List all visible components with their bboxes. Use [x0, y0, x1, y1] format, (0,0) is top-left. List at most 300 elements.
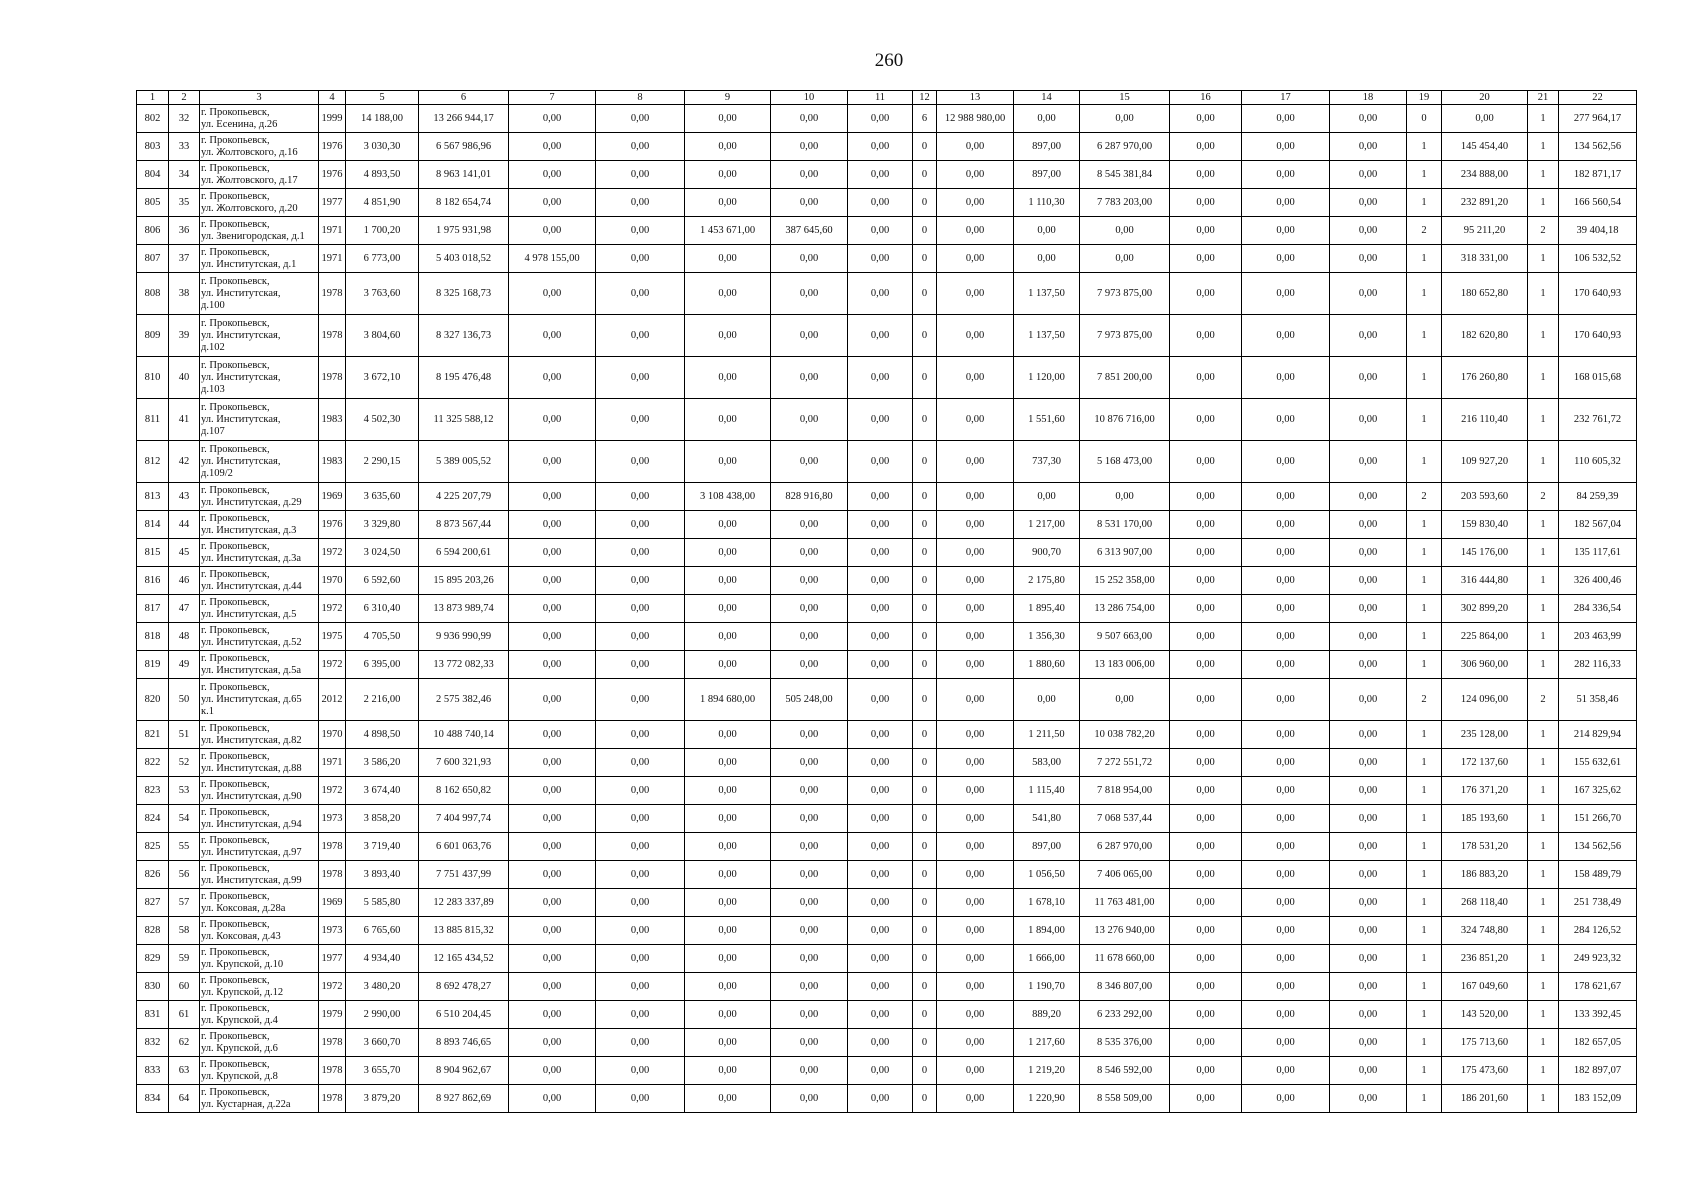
table-cell: 232 891,20	[1442, 189, 1528, 217]
table-cell: 0,00	[509, 217, 596, 245]
table-cell: 166 560,54	[1559, 189, 1637, 217]
table-cell: 4 893,50	[346, 161, 419, 189]
table-cell: 889,20	[1014, 1001, 1080, 1029]
table-cell: 0	[913, 315, 937, 357]
table-cell: 0,00	[596, 511, 685, 539]
table-cell: 1	[1528, 889, 1559, 917]
table-cell: 0,00	[1330, 945, 1407, 973]
table-cell: 0,00	[509, 749, 596, 777]
table-cell: 51 358,46	[1559, 679, 1637, 721]
table-cell: 0,00	[848, 973, 913, 1001]
table-row	[137, 357, 1637, 399]
table-cell: 0,00	[771, 567, 848, 595]
table-cell: 387 645,60	[771, 217, 848, 245]
table-cell: 0,00	[1242, 441, 1330, 483]
table-cell: 0,00	[1170, 1085, 1242, 1113]
table-cell: 63	[169, 1057, 200, 1085]
table-cell: 5 585,80	[346, 889, 419, 917]
table-cell: 8 535 376,00	[1080, 1029, 1170, 1057]
table-cell: 0,00	[771, 399, 848, 441]
table-cell: 0	[913, 623, 937, 651]
table-cell: 831	[137, 1001, 169, 1029]
table-cell: 0,00	[685, 1085, 771, 1113]
table-cell: 6	[913, 105, 937, 133]
table-cell: 0,00	[848, 861, 913, 889]
table-cell: 5 389 005,52	[419, 441, 509, 483]
table-cell: 0,00	[848, 189, 913, 217]
table-cell: 0,00	[509, 511, 596, 539]
table-cell: 0,00	[596, 945, 685, 973]
table-cell: 0,00	[771, 315, 848, 357]
table-cell: 268 118,40	[1442, 889, 1528, 917]
column-header: 1	[137, 91, 169, 105]
table-cell: 0,00	[509, 833, 596, 861]
table-cell: 0,00	[937, 161, 1014, 189]
table-cell: 284 336,54	[1559, 595, 1637, 623]
table-cell: 0,00	[771, 1057, 848, 1085]
table-cell: 811	[137, 399, 169, 441]
address-cell: г. Прокопьевск, ул. Институтская, д.109/2	[200, 441, 319, 483]
address-cell: г. Прокопьевск, ул. Крупской, д.4	[200, 1001, 319, 1029]
table-cell: 1	[1528, 539, 1559, 567]
table-cell: 0,00	[685, 651, 771, 679]
table-row	[137, 315, 1637, 357]
address-cell: г. Прокопьевск, ул. Коксовая, д.43	[200, 917, 319, 945]
table-cell: 0,00	[771, 861, 848, 889]
table-cell: 95 211,20	[1442, 217, 1528, 245]
table-cell: 0,00	[1170, 189, 1242, 217]
column-header: 15	[1080, 91, 1170, 105]
table-cell: 0,00	[1330, 805, 1407, 833]
address-cell: г. Прокопьевск, ул. Институтская, д.65 к.1	[200, 679, 319, 721]
table-cell: 0,00	[771, 133, 848, 161]
table-cell: 0,00	[685, 595, 771, 623]
table-cell: 7 851 200,00	[1080, 357, 1170, 399]
table-cell: 0,00	[1330, 623, 1407, 651]
table-cell: 1969	[319, 483, 346, 511]
table-cell: 8 692 478,27	[419, 973, 509, 1001]
table-cell: 0,00	[685, 245, 771, 273]
table-cell: 0,00	[937, 189, 1014, 217]
table-cell: 8 873 567,44	[419, 511, 509, 539]
table-cell: 1 115,40	[1014, 777, 1080, 805]
table-cell: 170 640,93	[1559, 273, 1637, 315]
table-cell: 0,00	[1014, 217, 1080, 245]
address-cell: г. Прокопьевск, ул. Институтская, д.102	[200, 315, 319, 357]
table-cell: 0,00	[509, 917, 596, 945]
address-cell: г. Прокопьевск, ул. Институтская, д.82	[200, 721, 319, 749]
table-cell: 4 705,50	[346, 623, 419, 651]
table-cell: 13 885 815,32	[419, 917, 509, 945]
table-cell: 897,00	[1014, 161, 1080, 189]
table-row	[137, 483, 1637, 511]
table-cell: 1 220,90	[1014, 1085, 1080, 1113]
table-cell: 806	[137, 217, 169, 245]
table-cell: 7 783 203,00	[1080, 189, 1170, 217]
table-cell: 0,00	[937, 889, 1014, 917]
table-cell: 0,00	[1330, 749, 1407, 777]
table-cell: 0,00	[1170, 861, 1242, 889]
table-cell: 216 110,40	[1442, 399, 1528, 441]
table-cell: 3 858,20	[346, 805, 419, 833]
table-cell: 0,00	[596, 861, 685, 889]
table-cell: 0,00	[937, 1057, 1014, 1085]
table-cell: 0,00	[509, 539, 596, 567]
table-cell: 0,00	[596, 273, 685, 315]
table-row	[137, 945, 1637, 973]
table-cell: 0,00	[1330, 483, 1407, 511]
table-cell: 3 893,40	[346, 861, 419, 889]
table-cell: 1	[1528, 315, 1559, 357]
table-row	[137, 567, 1637, 595]
table-cell: 1 894,00	[1014, 917, 1080, 945]
column-header: 10	[771, 91, 848, 105]
table-cell: 0,00	[596, 973, 685, 1001]
table-cell: 1972	[319, 651, 346, 679]
table-cell: 737,30	[1014, 441, 1080, 483]
table-cell: 825	[137, 833, 169, 861]
table-cell: 0,00	[685, 917, 771, 945]
table-cell: 37	[169, 245, 200, 273]
table-cell: 0,00	[1330, 721, 1407, 749]
table-cell: 0,00	[1170, 973, 1242, 1001]
table-cell: 0,00	[685, 889, 771, 917]
table-cell: 178 531,20	[1442, 833, 1528, 861]
table-cell: 0,00	[1242, 833, 1330, 861]
table-cell: 186 883,20	[1442, 861, 1528, 889]
table-cell: 0	[913, 245, 937, 273]
table-cell: 0,00	[685, 315, 771, 357]
table-cell: 0,00	[596, 189, 685, 217]
table-row	[137, 833, 1637, 861]
table-cell: 35	[169, 189, 200, 217]
table-cell: 0,00	[596, 133, 685, 161]
table-cell: 0,00	[1170, 161, 1242, 189]
table-row	[137, 749, 1637, 777]
table-cell: 4 934,40	[346, 945, 419, 973]
table-cell: 1978	[319, 861, 346, 889]
table-cell: 1	[1528, 595, 1559, 623]
table-cell: 13 873 989,74	[419, 595, 509, 623]
table-cell: 823	[137, 777, 169, 805]
table-cell: 0,00	[771, 539, 848, 567]
table-cell: 0,00	[1330, 133, 1407, 161]
table-cell: 0,00	[1330, 161, 1407, 189]
table-cell: 0,00	[848, 511, 913, 539]
address-cell: г. Прокопьевск, ул. Коксовая, д.28а	[200, 889, 319, 917]
table-cell: 827	[137, 889, 169, 917]
table-cell: 133 392,45	[1559, 1001, 1637, 1029]
address-cell: г. Прокопьевск, ул. Институтская, д.99	[200, 861, 319, 889]
table-cell: 55	[169, 833, 200, 861]
table-cell: 0,00	[596, 623, 685, 651]
table-cell: 813	[137, 483, 169, 511]
table-cell: 0,00	[509, 651, 596, 679]
table-cell: 5 403 018,52	[419, 245, 509, 273]
address-cell: г. Прокопьевск, ул. Крупской, д.10	[200, 945, 319, 973]
table-cell: 225 864,00	[1442, 623, 1528, 651]
table-cell: 251 738,49	[1559, 889, 1637, 917]
table-cell: 0,00	[771, 245, 848, 273]
table-cell: 124 096,00	[1442, 679, 1528, 721]
column-header: 12	[913, 91, 937, 105]
table-cell: 6 601 063,76	[419, 833, 509, 861]
address-cell: г. Прокопьевск, ул. Институтская, д.3а	[200, 539, 319, 567]
table-cell: 0	[1407, 105, 1442, 133]
table-cell: 1	[1407, 357, 1442, 399]
table-cell: 0,00	[771, 749, 848, 777]
table-cell: 6 310,40	[346, 595, 419, 623]
table-row	[137, 777, 1637, 805]
table-cell: 1	[1407, 161, 1442, 189]
table-cell: 0	[913, 721, 937, 749]
table-cell: 3 672,10	[346, 357, 419, 399]
table-cell: 143 520,00	[1442, 1001, 1528, 1029]
table-cell: 824	[137, 805, 169, 833]
table-cell: 8 927 862,69	[419, 1085, 509, 1113]
table-cell: 0	[913, 399, 937, 441]
table-cell: 46	[169, 567, 200, 595]
table-cell: 1	[1407, 945, 1442, 973]
table-cell: 0,00	[685, 777, 771, 805]
table-cell: 53	[169, 777, 200, 805]
table-cell: 0	[913, 133, 937, 161]
table-cell: 818	[137, 623, 169, 651]
table-cell: 0,00	[1330, 861, 1407, 889]
table-cell: 0,00	[1170, 651, 1242, 679]
table-cell: 10 876 716,00	[1080, 399, 1170, 441]
table-cell: 176 371,20	[1442, 777, 1528, 805]
table-cell: 1	[1528, 861, 1559, 889]
table-cell: 833	[137, 1057, 169, 1085]
table-cell: 145 454,40	[1442, 133, 1528, 161]
table-cell: 0	[913, 1057, 937, 1085]
table-cell: 249 923,32	[1559, 945, 1637, 973]
table-cell: 810	[137, 357, 169, 399]
table-cell: 0,00	[771, 1001, 848, 1029]
table-cell: 0,00	[1330, 511, 1407, 539]
column-header: 4	[319, 91, 346, 105]
table-cell: 807	[137, 245, 169, 273]
table-cell: 61	[169, 1001, 200, 1029]
table-row	[137, 189, 1637, 217]
table-cell: 41	[169, 399, 200, 441]
table-cell: 0,00	[848, 595, 913, 623]
table-cell: 0,00	[937, 217, 1014, 245]
table-cell: 7 406 065,00	[1080, 861, 1170, 889]
table-cell: 0	[913, 679, 937, 721]
table-cell: 0,00	[937, 315, 1014, 357]
table-cell: 180 652,80	[1442, 273, 1528, 315]
table-cell: 1	[1407, 133, 1442, 161]
table-cell: 1	[1528, 441, 1559, 483]
table-cell: 32	[169, 105, 200, 133]
table-cell: 235 128,00	[1442, 721, 1528, 749]
table-cell: 1 700,20	[346, 217, 419, 245]
table-cell: 2	[1528, 217, 1559, 245]
table-cell: 0,00	[848, 623, 913, 651]
table-cell: 1	[1407, 511, 1442, 539]
address-cell: г. Прокопьевск, ул. Есенина, д.26	[200, 105, 319, 133]
table-row	[137, 973, 1637, 1001]
table-cell: 203 593,60	[1442, 483, 1528, 511]
address-cell: г. Прокопьевск, ул. Институтская, д.90	[200, 777, 319, 805]
table-cell: 0,00	[596, 917, 685, 945]
table-cell: 812	[137, 441, 169, 483]
table-cell: 1	[1528, 1085, 1559, 1113]
table-cell: 1971	[319, 749, 346, 777]
table-cell: 6 773,00	[346, 245, 419, 273]
table-cell: 0,00	[937, 777, 1014, 805]
table-cell: 185 193,60	[1442, 805, 1528, 833]
table-cell: 0,00	[1014, 679, 1080, 721]
table-cell: 1979	[319, 1001, 346, 1029]
table-cell: 43	[169, 483, 200, 511]
table-cell: 0,00	[937, 567, 1014, 595]
table-cell: 0,00	[1170, 217, 1242, 245]
table-cell: 826	[137, 861, 169, 889]
table-cell: 0,00	[1330, 245, 1407, 273]
table-cell: 1	[1528, 973, 1559, 1001]
table-cell: 316 444,80	[1442, 567, 1528, 595]
address-cell: г. Прокопьевск, ул. Институтская, д.5	[200, 595, 319, 623]
table-cell: 0,00	[1170, 623, 1242, 651]
table-cell: 0,00	[1170, 105, 1242, 133]
table-cell: 0,00	[1330, 399, 1407, 441]
table-cell: 2 575 382,46	[419, 679, 509, 721]
table-cell: 1977	[319, 945, 346, 973]
table-cell: 15 895 203,26	[419, 567, 509, 595]
table-cell: 0,00	[685, 161, 771, 189]
address-cell: г. Прокопьевск, ул. Институтская, д.88	[200, 749, 319, 777]
table-cell: 1983	[319, 399, 346, 441]
table-cell: 0,00	[1330, 833, 1407, 861]
table-cell: 0,00	[596, 679, 685, 721]
table-cell: 1	[1528, 623, 1559, 651]
table-cell: 0,00	[509, 357, 596, 399]
address-cell: г. Прокопьевск, ул. Крупской, д.8	[200, 1057, 319, 1085]
table-cell: 5 168 473,00	[1080, 441, 1170, 483]
table-cell: 0	[913, 833, 937, 861]
table-cell: 0,00	[1442, 105, 1528, 133]
table-cell: 0,00	[596, 441, 685, 483]
table-cell: 8 546 592,00	[1080, 1057, 1170, 1085]
table-cell: 0,00	[596, 217, 685, 245]
table-cell: 1977	[319, 189, 346, 217]
table-cell: 0,00	[1242, 245, 1330, 273]
address-cell: г. Прокопьевск, ул. Жолтовского, д.20	[200, 189, 319, 217]
table-cell: 0,00	[596, 749, 685, 777]
table-cell: 0,00	[1242, 273, 1330, 315]
table-cell: 0	[913, 1085, 937, 1113]
table-cell: 0,00	[596, 833, 685, 861]
table-cell: 6 395,00	[346, 651, 419, 679]
table-cell: 282 116,33	[1559, 651, 1637, 679]
table-cell: 0,00	[509, 161, 596, 189]
column-header: 5	[346, 91, 419, 105]
table-cell: 0,00	[1080, 217, 1170, 245]
table-row	[137, 539, 1637, 567]
table-cell: 2 290,15	[346, 441, 419, 483]
table-cell: 0,00	[937, 273, 1014, 315]
table-cell: 1	[1528, 567, 1559, 595]
table-cell: 6 594 200,61	[419, 539, 509, 567]
table-cell: 0,00	[509, 133, 596, 161]
table-cell: 0,00	[848, 721, 913, 749]
table-cell: 0,00	[848, 399, 913, 441]
table-cell: 1	[1407, 861, 1442, 889]
table-cell: 1 137,50	[1014, 315, 1080, 357]
address-cell: г. Прокопьевск, ул. Институтская, д.103	[200, 357, 319, 399]
column-header: 19	[1407, 91, 1442, 105]
column-header: 18	[1330, 91, 1407, 105]
table-cell: 0,00	[596, 315, 685, 357]
table-cell: 822	[137, 749, 169, 777]
table-cell: 808	[137, 273, 169, 315]
table-cell: 3 108 438,00	[685, 483, 771, 511]
table-cell: 0,00	[1330, 315, 1407, 357]
table-cell: 0,00	[937, 973, 1014, 1001]
table-cell: 3 804,60	[346, 315, 419, 357]
table-cell: 12 988 980,00	[937, 105, 1014, 133]
table-cell: 0,00	[937, 1085, 1014, 1113]
column-header: 6	[419, 91, 509, 105]
table-cell: 0,00	[685, 1029, 771, 1057]
table-cell: 1 190,70	[1014, 973, 1080, 1001]
table-cell: 1972	[319, 973, 346, 1001]
table-cell: 159 830,40	[1442, 511, 1528, 539]
table-cell: 0,00	[848, 315, 913, 357]
table-cell: 1	[1528, 777, 1559, 805]
table-cell: 50	[169, 679, 200, 721]
table-cell: 0,00	[848, 441, 913, 483]
table-cell: 13 286 754,00	[1080, 595, 1170, 623]
table-cell: 1 894 680,00	[685, 679, 771, 721]
table-cell: 326 400,46	[1559, 567, 1637, 595]
table-cell: 277 964,17	[1559, 105, 1637, 133]
table-cell: 0,00	[509, 1001, 596, 1029]
table-row	[137, 399, 1637, 441]
table-cell: 135 117,61	[1559, 539, 1637, 567]
table-cell: 0,00	[1242, 805, 1330, 833]
table-cell: 0,00	[685, 1057, 771, 1085]
table-cell: 1 551,60	[1014, 399, 1080, 441]
table-cell: 0,00	[1014, 245, 1080, 273]
table-cell: 1	[1407, 245, 1442, 273]
table-cell: 0,00	[596, 1029, 685, 1057]
table-cell: 0,00	[685, 973, 771, 1001]
table-cell: 1 880,60	[1014, 651, 1080, 679]
table-cell: 40	[169, 357, 200, 399]
table-cell: 172 137,60	[1442, 749, 1528, 777]
table-cell: 0,00	[848, 679, 913, 721]
table-cell: 2 216,00	[346, 679, 419, 721]
column-header: 22	[1559, 91, 1637, 105]
table-row	[137, 1029, 1637, 1057]
table-cell: 0,00	[509, 861, 596, 889]
table-cell: 44	[169, 511, 200, 539]
table-cell: 0,00	[771, 917, 848, 945]
table-cell: 897,00	[1014, 833, 1080, 861]
table-cell: 106 532,52	[1559, 245, 1637, 273]
table-cell: 0,00	[771, 805, 848, 833]
table-cell: 0,00	[1330, 651, 1407, 679]
table-cell: 0,00	[685, 105, 771, 133]
table-row	[137, 105, 1637, 133]
table-cell: 0,00	[937, 511, 1014, 539]
table-cell: 2 175,80	[1014, 567, 1080, 595]
table-cell: 1	[1407, 595, 1442, 623]
